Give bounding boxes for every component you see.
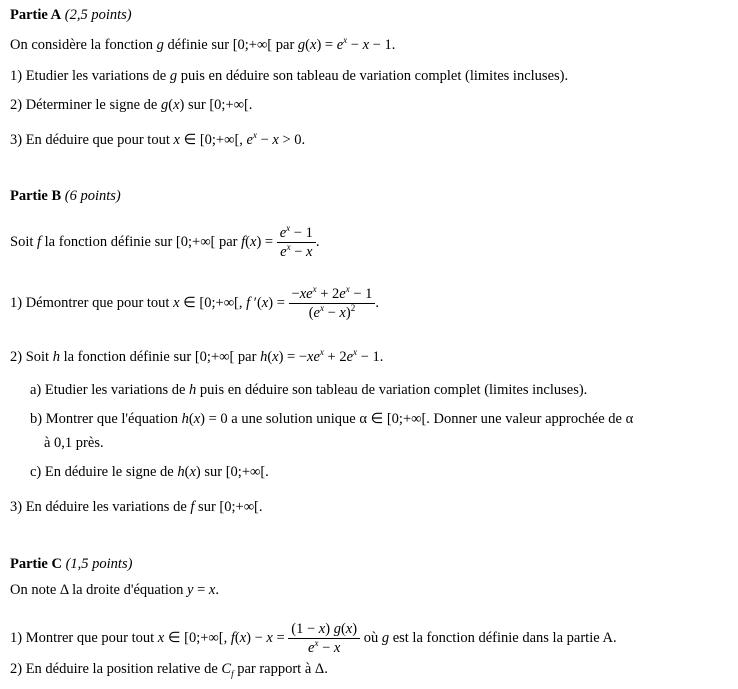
partB-q3: 3) En déduire les variations de f sur [0;+∞[.: [10, 499, 263, 515]
partC-points: (1,5 points): [65, 556, 133, 572]
partA-q1: 1) Etudier les variations de g puis en déduire son tableau de variation complet (limites incluses).: [10, 68, 569, 84]
partB-q2a: a) Etudier les variations de h puis en déduire son tableau de variation complet (limites incluses).: [30, 382, 588, 398]
partA-q2: 2) Déterminer le signe de g(x) sur [0;+∞[.: [10, 97, 253, 113]
partB-q2: 2) Soit h la fonction définie sur [0;+∞[ par $h(x) = -xe^x + 2e^x - 1$.: [10, 347, 384, 365]
partB-q2b-line2: à 0,1 près.: [44, 435, 104, 451]
partB-intro: Soit f la fonction définie sur [0;+∞[ par f(x) = $\frac{e^x - 1}{e^x - x}$ .: [10, 223, 320, 260]
fraction-f: $\frac{e^x - 1}{e^x - x}$: [277, 224, 316, 261]
partC-title: Partie C: [10, 556, 62, 572]
partB-points: (6 points): [64, 188, 121, 204]
fraction-fprime: $\frac{-xe^x + 2e^x - 1}{(e^x - x)^2}$: [289, 285, 376, 322]
math-interval: [0;+∞[: [209, 97, 249, 113]
partC-heading: [10, 555, 132, 573]
partC-q1: 1) Montrer que pour tout x ∈ [0;+∞[, f(x) − x = $\frac{(1 - x) g(x)}{e^x - x}$ où g est la fonction définie dans la partie A.: [10, 621, 617, 656]
partC-intro: On note Δ la droite d'équation y = x.: [10, 582, 219, 598]
partB-q2b-line1: b) Montrer que l'équation h(x) = 0 a une solution unique α ∈ [0;+∞[. Donner une valeur approchée de α: [30, 411, 634, 427]
math-g: g: [156, 37, 164, 53]
partB-q2c: c) En déduire le signe de h(x) sur [0;+∞[.: [30, 464, 269, 480]
partB-q1: 1) Démontrer que pour tout x ∈ [0;+∞[, f ′(x) = $\frac{-xe^x + 2e^x - 1}{(e^x - x)^2}$ .: [10, 284, 379, 321]
partB-title: Partie B: [10, 188, 62, 204]
partA-points: (2,5 points): [64, 7, 132, 23]
partA-heading: [10, 6, 132, 24]
fraction-fminusx: $\frac{(1 - x) g(x)}{e^x - x}$: [288, 620, 360, 657]
partA-title: Partie A: [10, 7, 62, 23]
math-g-def: g: [297, 37, 306, 53]
partC-q2: 2) En déduire la position relative de $C_f$ par rapport à Δ.: [10, 661, 328, 679]
partB-heading: [10, 187, 121, 205]
math-g: g: [169, 68, 178, 84]
partA-q3: 3) En déduire que pour tout x ∈ [0;+∞[, $e^x - x > 0$.: [10, 130, 306, 148]
partA-intro: On considère la fonction g définie sur [0;+∞[ par $g(x) = e^x - x - 1$.: [10, 35, 396, 53]
math-interval: [0;+∞[: [232, 37, 273, 53]
